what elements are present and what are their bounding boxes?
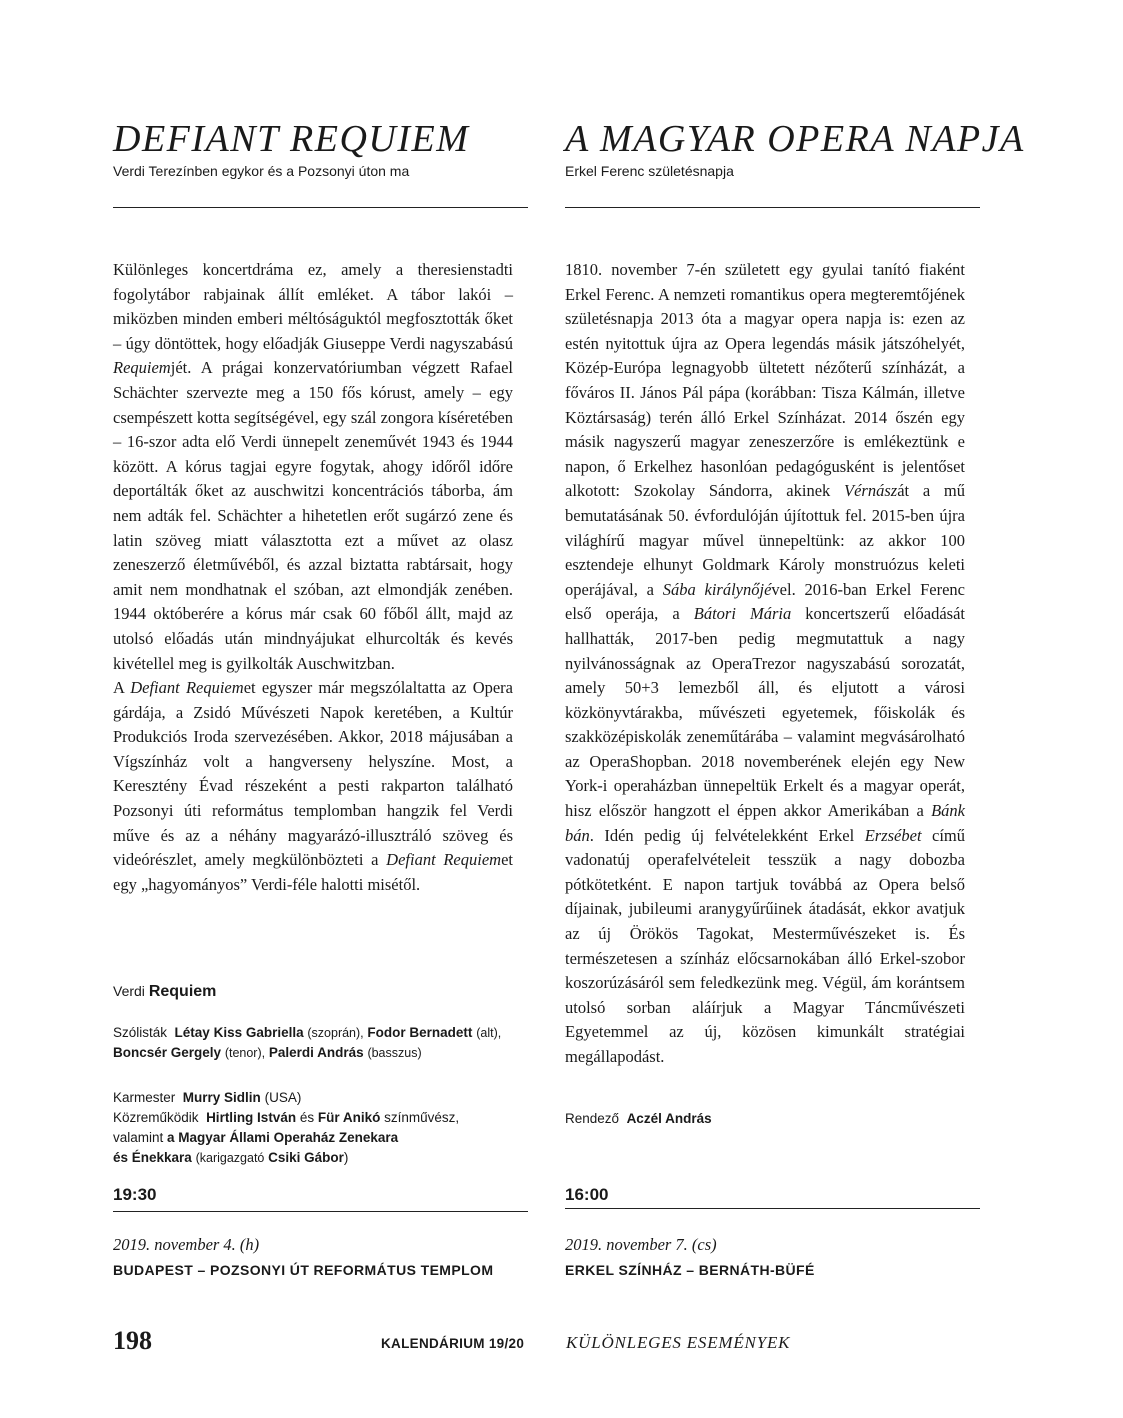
- article-body: [565, 258, 965, 1070]
- work-title: [113, 981, 216, 1002]
- page-number: 198: [113, 1326, 152, 1355]
- credit-label: Rendező: [565, 1111, 620, 1126]
- event-date: 2019. november 7. (cs): [565, 1235, 717, 1254]
- credit-label: Karmester: [113, 1090, 176, 1105]
- article-subtitle: Verdi Terezínben egykor és a Pozsonyi úton ma: [113, 163, 410, 179]
- performer-name: Für Anikó: [317, 1110, 381, 1125]
- role-text: színművész,: [384, 1110, 460, 1125]
- work-name: Requiem: [148, 983, 217, 1000]
- credit-label: Szólisták: [113, 1025, 168, 1040]
- paren-close: ): [343, 1150, 349, 1165]
- performer-name: Palerdi András: [268, 1045, 364, 1060]
- voice-type: (szoprán),: [307, 1026, 364, 1040]
- body-paragraph: 1810. november 7-én született egy gyulai tanító fiaként Erkel Ferenc. A nemzeti romantikus opera megteremtőjének születésnapja 2013 óta a magyar opera napja is: ezen az estén nyitottuk újra az Opera legendás másik játszóhelyét, Közép-Európa legnagyobb ültetett nézőterű színházát, a főváros II. János Pál pápa (korábban: Tisza Kálmán, illetve Köztársaság) terén álló Erkel Színházat. 2014 őszén egy másik nagyszerű magyar zeneszerzőre is emlékeztünk e napon, ő Erkelhez hasonlóan pedagógusként is jelentőset alkotott: Szokolay Sándorra, akinek Vérnászát a mű bemutatásának 50. évfordulóján újítottuk fel. 2015-ben újra világhírű magyar művel ünnepeltünk: az akkor 100 esztendeje elhunyt Goldmark Károly monstruózus keleti operájával, a Sába királynőjével. 2016-ban Erkel Ferenc első operája, a Bátori Mária koncertszerű előadását hallhatták, 2017-ben pedig megmutattuk a nagy nyilvánosságnak az OperaTrezor nagyszabású sorozatát, amely 50+3 lemezből áll, és eljutott a városi közkönyvtárakba, művészeti egyetemek, főiskolák és szakközépiskolák zeneműtárába – valamint megvásárolható az OperaShopban. 2018 novemberének elején egy New York-i operaházban ünnepeltük Erkelt és a magyar operát, hisz először hangzott el éppen akkor Amerikában a Bánk bán. Idén pedig új felvételekként Erkel Erzsébet című vadonatúj operafelvételeit tesszük a nagy dobozba pótkötetként. E napon tartjuk továbbá az Opera belső díjainak, jubileumi aranygyűrűinek átadását, ekkor avatjuk az új Örökös Tagokat, Mesterművészeket is. És természetesen a színház előcsarnokában álló Erkel-szobor koszorúzásáról sem feledkezünk meg. Végül, ám korántsem utolsó sorban aláírjuk a Magyar Táncművészeti Egyetemmel az új, közösen kimunkált stratégiai megállapodást.: [565, 260, 965, 1066]
- event-date: 2019. november 4. (h): [113, 1235, 260, 1254]
- director-name: Aczél András: [626, 1111, 712, 1126]
- section-name: KÜLÖNLEGES ESEMÉNYEK: [566, 1333, 791, 1352]
- chorus-master-label: (karigazgató: [195, 1151, 265, 1165]
- title-divider: [565, 207, 980, 208]
- performer-name: Létay Kiss Gabriella: [174, 1025, 304, 1040]
- composer-name: Verdi: [113, 983, 145, 999]
- director-credit: [565, 1109, 712, 1129]
- time-divider: [565, 1208, 980, 1209]
- voice-type: (alt),: [476, 1026, 502, 1040]
- credit-label: Közreműködik: [113, 1110, 199, 1125]
- event-venue: ERKEL SZÍNHÁZ – BERNÁTH-BÜFÉ: [565, 1262, 815, 1278]
- article-body: [113, 258, 513, 897]
- body-paragraph: Különleges koncertdráma ez, amely a theresienstadti fogolytábor rabjainak állít emléket. A tábor lakói – miközben minden emberi méltóságuktól megfosztották őket – úgy döntöttek, hogy előadják Giuseppe Verdi nagyszabású Requiemjét. A prágai konzervatóriumban végzett Rafael Schächter szervezte meg a 150 fős kórust, amely – egy csempészett kotta segítségével, egy szál zongora kíséretében – 16-szor adta elő Verdi ünnepelt zeneművét 1943 és 1944 között. A kórus tagjai egyre fogytak, ahogy időről időre deportálták őket az auschwitzi koncentrációs táborba, ám nem adták fel. Schächter a hihetetlen erőt sugárzó zene és latin szöveg miatt választotta ezt a művet az olasz zeneszerző életművéből, és azzal biztatta rabtársait, hogy amit nem mondhatnak el szóban, azt elmondják zenében. 1944 októberére a kórus már csak 60 főből állt, majd az utolsó előadás után mindnyájukat elhurcolták és kevés kivétellel meg is gyilkolták Auschwitzban.: [113, 260, 513, 673]
- ensemble-name: a Magyar Állami Operaház Zenekara: [167, 1130, 399, 1145]
- article-title: A MAGYAR OPERA NAPJA: [565, 118, 1025, 160]
- time-divider: [113, 1211, 528, 1212]
- event-time: 19:30: [113, 1185, 157, 1204]
- conjunction: és: [299, 1110, 315, 1125]
- production-credits: [113, 1088, 459, 1168]
- conjunction: valamint: [113, 1130, 164, 1145]
- article-subtitle: Erkel Ferenc születésnapja: [565, 163, 734, 179]
- magazine-name: KALENDÁRIUM 19/20: [381, 1336, 525, 1351]
- article-title: DEFIANT REQUIEM: [113, 118, 470, 160]
- performer-name: Boncsér Gergely: [113, 1045, 222, 1060]
- event-time: 16:00: [565, 1185, 609, 1204]
- ensemble-name: és Énekkara: [113, 1150, 192, 1165]
- performer-name: Fodor Bernadett: [367, 1025, 473, 1040]
- body-paragraph: A Defiant Requiemet egyszer már megszólaltatta az Opera gárdája, a Zsidó Művészeti Napok keretében, a Kultúr Produkciós Iroda szervezésében. Akkor, 2018 májusában a Vígszínház volt a hangverseny helyszíne. Most, a Keresztény Évad részeként a pesti rakparton található Pozsonyi úti református templomban hangzik fel Verdi műve és az a néhány magyarázó-illusztráló szöveg és videórészlet, amely megkülönbözteti a Defiant Requiemet egy „hagyományos” Verdi-féle halotti misétől.: [113, 678, 513, 894]
- conductor-name: Murry Sidlin: [182, 1090, 261, 1105]
- voice-type: (basszus): [367, 1046, 422, 1060]
- voice-type: (tenor),: [224, 1046, 266, 1060]
- soloists-credits: [113, 1023, 501, 1063]
- chorus-master-name: Csiki Gábor: [268, 1150, 344, 1165]
- performer-name: Hirtling István: [206, 1110, 297, 1125]
- title-divider: [113, 207, 528, 208]
- conductor-note: (USA): [264, 1090, 302, 1105]
- event-venue: BUDAPEST – POZSONYI ÚT REFORMÁTUS TEMPLOM: [113, 1262, 494, 1278]
